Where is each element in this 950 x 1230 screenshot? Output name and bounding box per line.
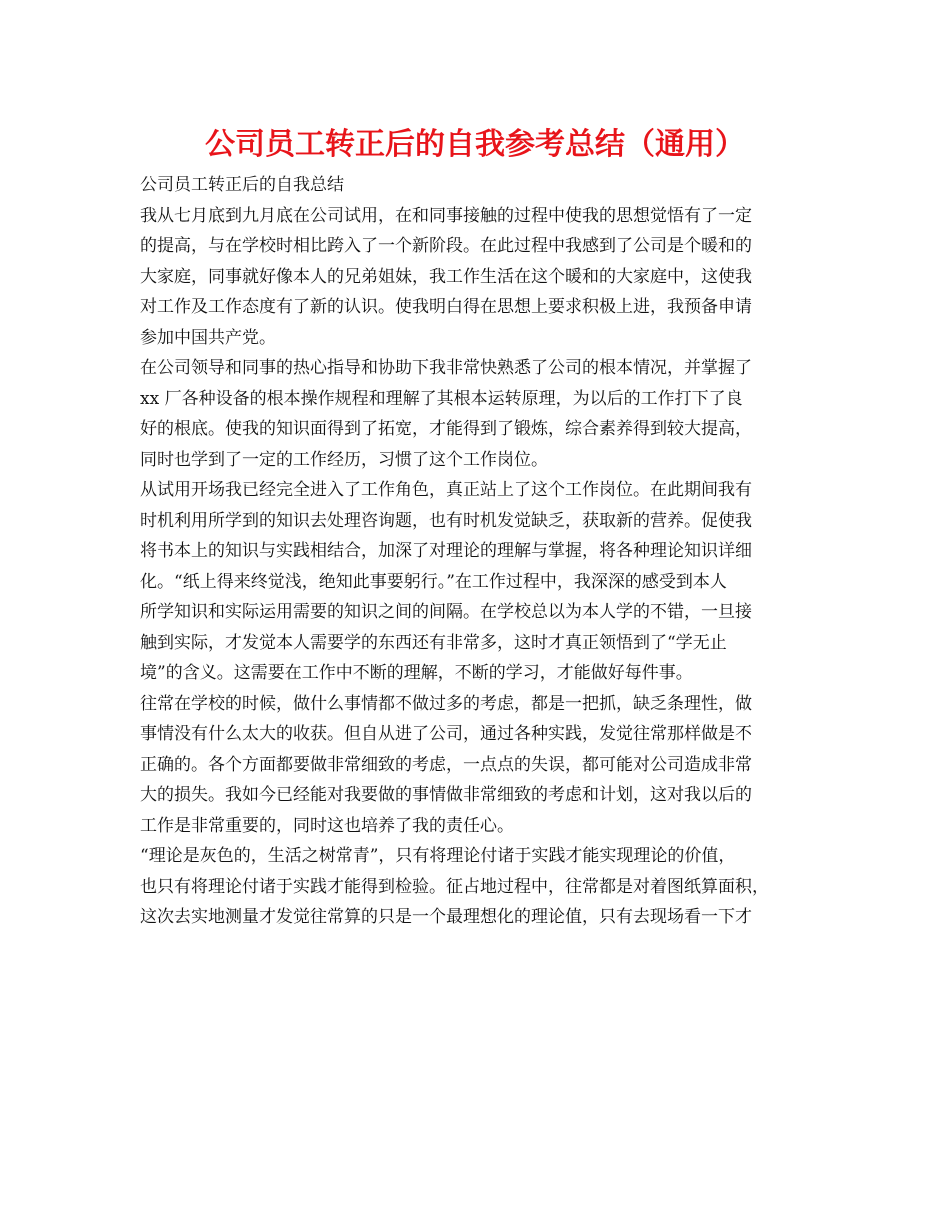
body-line: “理论是灰色的，生活之树常青”，只有将理论付诸于实践才能实现理论的价值， bbox=[140, 846, 736, 866]
body-line: 在公司领导和同事的热心指导和协助下我非常快熟悉了公司的根本情况，并掌握了 bbox=[140, 358, 752, 378]
body-line: 对工作及工作态度有了新的认识。使我明白得在思想上要求积极上进，我预备申请 bbox=[140, 297, 752, 317]
body-line: 工作是非常重要的，同时这也培养了我的责任心。 bbox=[140, 815, 514, 836]
body-line: 大家庭，同事就好像本人的兄弟姐妹，我工作生活在这个暖和的大家庭中，这使我 bbox=[140, 266, 752, 287]
body-line: 好的根底。使我的知识面得到了拓宽，才能得到了锻炼，综合素养得到较大提高， bbox=[140, 419, 752, 439]
body-line: 大的损失。我如今已经能对我要做的事情做非常细致的考虑和计划，这对我以后的 bbox=[140, 785, 752, 805]
body-line: 也只有将理论付诸于实践才能得到检验。征占地过程中，往常都是对着图纸算面积， bbox=[140, 876, 769, 897]
body-line: 时机利用所学到的知识去处理咨询题，也有时机发觉缺乏，获取新的营养。促使我 bbox=[140, 510, 752, 531]
body-line: 所学知识和实际运用需要的知识之间的间隔。在学校总以为本人学的不错，一旦接 bbox=[140, 602, 752, 622]
body-line: 将书本上的知识与实践相结合，加深了对理论的理解与掌握，将各种理论知识详细 bbox=[140, 541, 752, 561]
body-line: xx 厂各种设备的根本操作规程和理解了其根本运转原理，为以后的工作打下了良 bbox=[140, 388, 743, 409]
body-line: 从试用开场我已经完全进入了工作角色，真正站上了这个工作岗位。在此期间我有 bbox=[140, 480, 752, 500]
body-line: 事情没有什么太大的收获。但自从进了公司，通过各种实践，发觉往常那样做是不 bbox=[140, 724, 752, 744]
body-line: 同时也学到了一定的工作经历，习惯了这个工作岗位。 bbox=[140, 449, 548, 470]
body-line: 往常在学校的时候，做什么事情都不做过多的考虑，都是一把抓，缺乏条理性，做 bbox=[140, 693, 752, 714]
body-line: 公司员工转正后的自我总结 bbox=[140, 175, 344, 195]
body-line: 正确的。各个方面都要做非常细致的考虑，一点点的失误，都可能对公司造成非常 bbox=[140, 754, 752, 775]
body-line: 境”的含义。这需要在工作中不断的理解，不断的学习，才能做好每件事。 bbox=[140, 663, 693, 683]
body-line: 触到实际，才发觉本人需要学的东西还有非常多，这时才真正领悟到了“学无止 bbox=[140, 632, 727, 653]
body-line: 我从七月底到九月底在公司试用，在和同事接触的过程中使我的思想觉悟有了一定 bbox=[140, 205, 752, 226]
body-line: 化。“纸上得来终觉浅，绝知此事要躬行。”在工作过程中，我深深的感受到本人 bbox=[140, 571, 727, 592]
document-body bbox=[140, 170, 840, 933]
body-line: 的提高，与在学校时相比跨入了一个新阶段。在此过程中我感到了公司是个暖和的 bbox=[140, 236, 752, 256]
body-line: 参加中国共产党。 bbox=[140, 327, 276, 348]
body-line: 这次去实地测量才发觉往常算的只是一个最理想化的理论值，只有去现场看一下才 bbox=[140, 907, 752, 927]
document-title: 公司员工转正后的自我参考总结（通用） bbox=[205, 127, 745, 162]
